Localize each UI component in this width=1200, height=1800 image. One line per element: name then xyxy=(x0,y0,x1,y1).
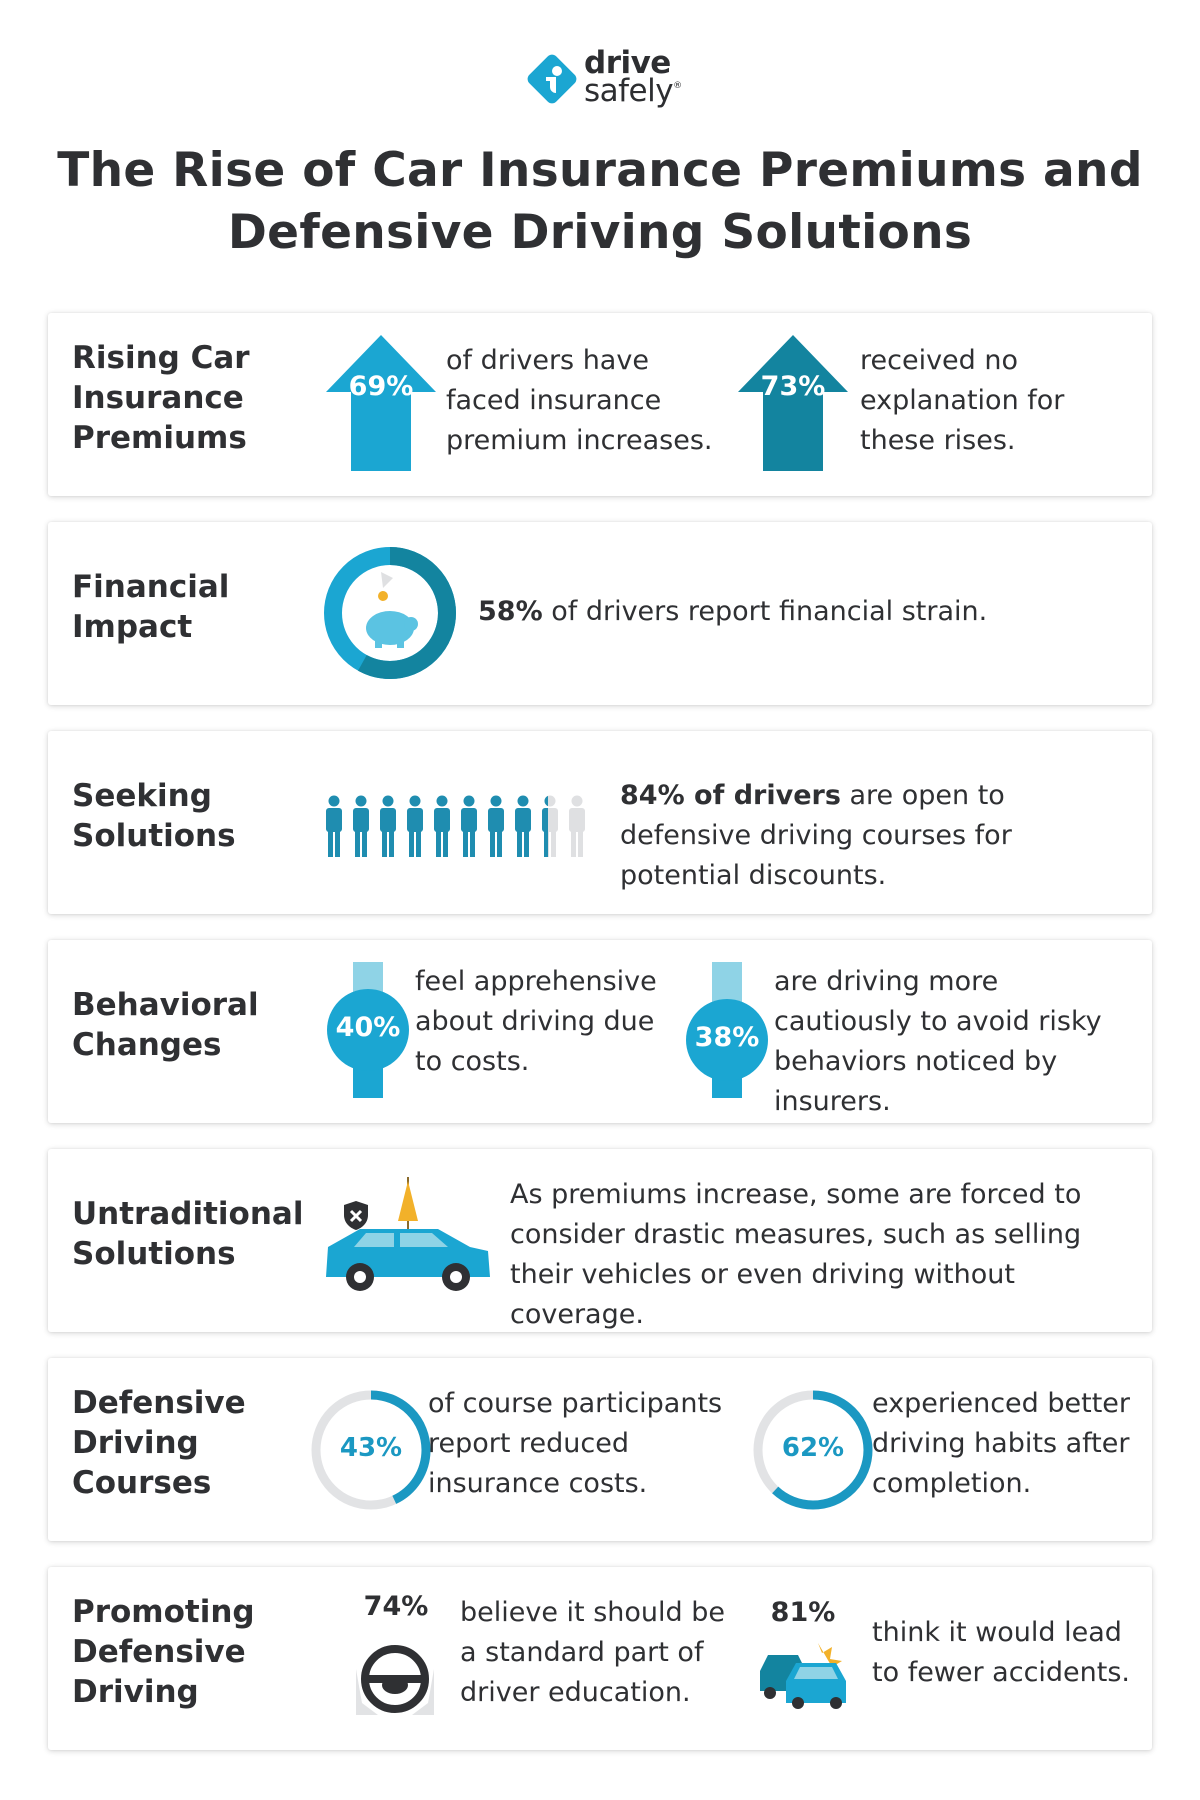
card-behavioral-changes xyxy=(48,940,1152,1123)
person-icon xyxy=(353,796,369,858)
stat-text: As premiums increase, some are forced to consider drastic measures, such as selling their vehicles or even driving without coverage. xyxy=(510,1179,1082,1330)
brand-word-drive: drive xyxy=(584,45,671,81)
stat-value: 81% xyxy=(770,1597,836,1628)
drive-safely-logo-icon xyxy=(524,51,580,107)
person-icon xyxy=(569,796,585,858)
up-arrow-icon xyxy=(326,335,436,471)
stat-value: 74% xyxy=(363,1591,429,1622)
car-umbrella-icon xyxy=(320,1177,500,1295)
section-heading: Rising Car Insurance Premiums xyxy=(72,340,250,456)
section-heading: Financial Impact xyxy=(72,569,230,645)
person-icon xyxy=(461,796,477,858)
stat-text: 58% of drivers report financial strain. xyxy=(478,596,988,627)
brand-word-safely: safely® xyxy=(584,73,682,109)
stat-value: 38% xyxy=(694,1022,760,1053)
car-crash-icon xyxy=(760,1637,856,1709)
stat-value: 43% xyxy=(339,1433,403,1463)
stat-text: experienced better driving habits after completion. xyxy=(872,1388,1131,1499)
stat-text: of drivers have faced insurance premium increases. xyxy=(446,345,713,456)
stat-text: think it would lead to fewer accidents. xyxy=(872,1617,1131,1688)
stat-value: 73% xyxy=(760,371,826,402)
steering-wheel-icon xyxy=(350,1639,440,1719)
stat-value: 62% xyxy=(781,1433,845,1463)
section-heading: Defensive Driving Courses xyxy=(72,1385,246,1501)
stat-text: feel apprehensive about driving due to costs. xyxy=(415,966,657,1077)
person-icon xyxy=(515,796,531,858)
card-untraditional-solutions xyxy=(48,1149,1152,1332)
section-heading: Seeking Solutions xyxy=(72,778,236,854)
brand-logo xyxy=(522,45,692,115)
stat-text: of course participants report reduced insurance costs. xyxy=(428,1388,723,1499)
person-icon xyxy=(407,796,423,858)
stat-text: 84% of drivers are open to defensive driving courses for potential discounts. xyxy=(620,780,1012,891)
section-heading: Promoting Defensive Driving xyxy=(72,1594,255,1710)
card-rising-premiums xyxy=(48,313,1152,496)
stat-value: 69% xyxy=(348,371,414,402)
people-icon xyxy=(324,795,604,859)
piggy-bank-icon xyxy=(323,546,457,680)
stat-text: believe it should be a standard part of driver education. xyxy=(460,1597,725,1708)
stat-value: 40% xyxy=(335,1012,401,1043)
person-icon xyxy=(542,796,558,858)
stat-text: received no explanation for these rises. xyxy=(860,345,1065,456)
person-icon xyxy=(434,796,450,858)
section-heading: Untraditional Solutions xyxy=(72,1196,304,1272)
person-icon xyxy=(488,796,504,858)
stat-value: 58% xyxy=(478,596,543,627)
card-promoting-defensive-driving xyxy=(48,1567,1152,1750)
card-seeking-solutions xyxy=(48,731,1152,914)
person-icon xyxy=(326,796,342,858)
page-title: The Rise of Car Insurance Premiums and Defensive Driving Solutions xyxy=(57,143,1143,260)
card-defensive-driving-courses xyxy=(48,1358,1152,1541)
card-financial-impact xyxy=(48,522,1152,705)
stat-text: are driving more cautiously to avoid risky behaviors noticed by insurers. xyxy=(774,966,1102,1117)
stat-value: 84% of drivers xyxy=(620,780,841,811)
up-arrow-icon xyxy=(738,335,848,471)
section-heading: Behavioral Changes xyxy=(72,987,259,1063)
person-icon xyxy=(380,796,396,858)
